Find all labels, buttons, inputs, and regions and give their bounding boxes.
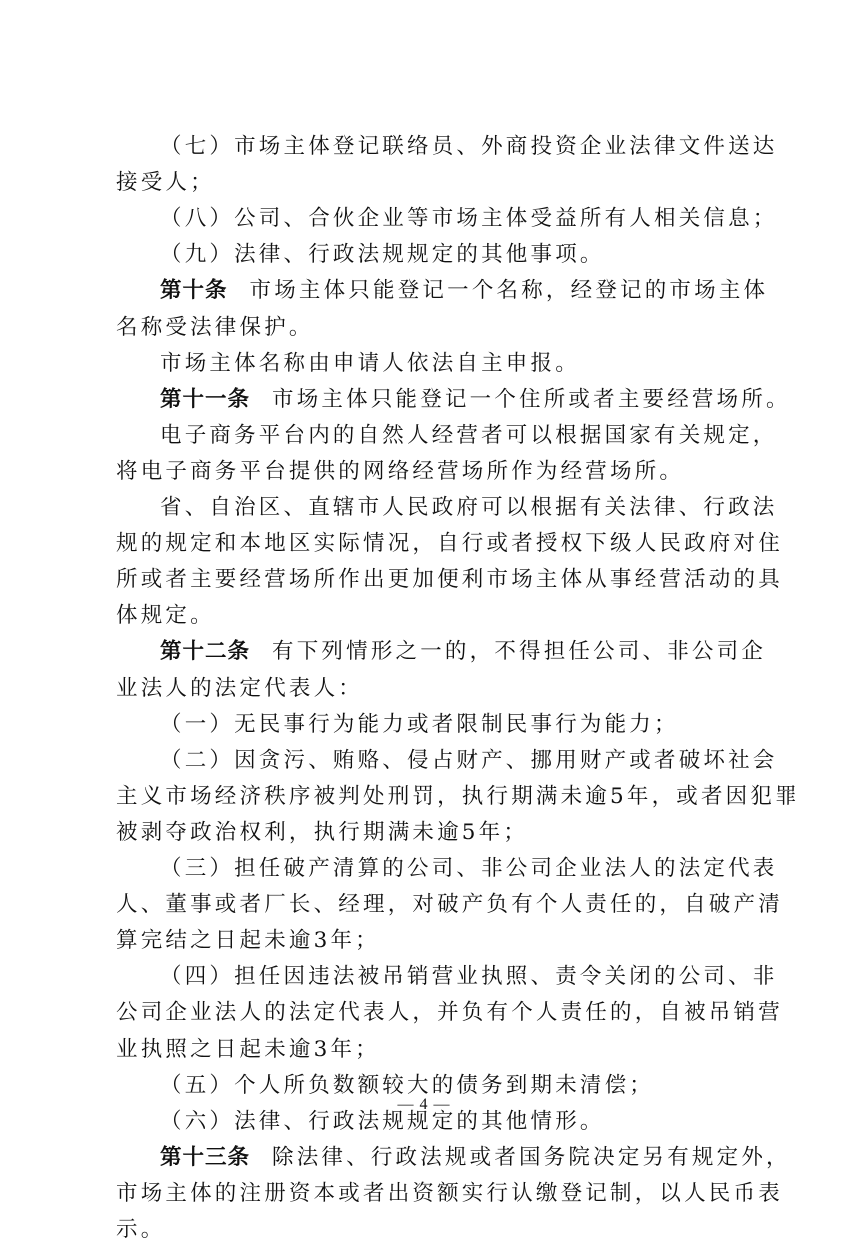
line-text: 有下列情形之一的，不得担任公司、非公司企 — [272, 639, 767, 665]
paragraph-line — [116, 601, 736, 631]
paragraph-line — [116, 313, 736, 343]
paragraph-line — [116, 674, 736, 704]
article-heading-line — [160, 637, 767, 667]
paragraph-line — [116, 457, 736, 487]
line-text: （六）法律、行政法规规定的其他情形。 — [160, 1108, 605, 1134]
line-text: 规的规定和本地区实际情况，自行或者授权下级人民政府对住 — [116, 531, 783, 557]
article-number: 第十一条 — [160, 386, 251, 412]
page-number: — 4 — — [397, 1096, 451, 1113]
paragraph-line — [116, 529, 783, 559]
article-number: 第十条 — [160, 278, 228, 304]
line-text: （三）担任破产清算的公司、非公司企业法人的法定代表 — [160, 856, 778, 881]
line-text: 除法律、行政法规或者国务院决定另有规定外， — [272, 1144, 791, 1170]
line-text: 业执照之日起未逾3年； — [116, 1036, 380, 1062]
paragraph-line — [160, 962, 778, 992]
paragraph-line — [160, 493, 778, 523]
line-text: 示。 — [116, 1217, 166, 1242]
article-heading-line — [160, 276, 769, 306]
paragraph-line — [116, 168, 736, 198]
paragraph-line — [160, 349, 740, 379]
line-text: 市场主体名称由申请人依法自主申报。 — [160, 350, 580, 376]
line-text: 所或者主要经营场所作出更加便利市场主体从事经营活动的具 — [116, 567, 783, 593]
paragraph-line — [116, 565, 783, 595]
line-text: （七）市场主体登记联络员、外商投资企业法律文件送达 — [160, 134, 778, 159]
article-number: 第十二条 — [160, 639, 251, 665]
paragraph-line — [160, 132, 778, 162]
paragraph-line — [116, 1035, 736, 1065]
paragraph-line — [160, 710, 740, 740]
line-text: （九）法律、行政法规规定的其他事项。 — [160, 242, 605, 268]
paragraph-line — [160, 854, 778, 884]
line-text: （四）担任因违法被吊销营业执照、责令关闭的公司、非 — [160, 964, 778, 990]
line-text: 省、自治区、直辖市人民政府可以根据有关法律、行政法 — [160, 495, 778, 520]
paragraph-line — [160, 204, 778, 234]
line-text: 人、董事或者厂长、经理，对破产负有个人责任的，自破产清 — [116, 892, 783, 918]
line-text: 名称受法律保护。 — [116, 314, 314, 340]
line-text: 算完结之日起未逾3年； — [116, 928, 380, 954]
paragraph-line — [116, 926, 736, 956]
line-text: 电子商务平台内的自然人经营者可以根据国家有关规定， — [160, 422, 778, 448]
line-text: 将电子商务平台提供的网络经营场所作为经营场所。 — [116, 458, 685, 484]
paragraph-line — [116, 782, 800, 812]
paragraph-line — [160, 421, 778, 451]
line-text: 市场主体只能登记一个住所或者主要经营场所。 — [272, 386, 791, 412]
paragraph-line — [116, 1179, 783, 1209]
line-text: 体规定。 — [116, 603, 215, 629]
paragraph-line — [160, 240, 740, 270]
line-text: （八）公司、合伙企业等市场主体受益所有人相关信息； — [160, 206, 778, 232]
paragraph-line — [116, 890, 783, 920]
article-heading-line — [160, 1143, 791, 1173]
line-text: 市场主体的注册资本或者出资额实行认缴登记制，以人民币表 — [116, 1180, 783, 1206]
line-text: 公司企业法人的法定代表人，并负有个人责任的，自被吊销营 — [116, 1000, 783, 1026]
line-text: 被剥夺政治权利，执行期满未逾5年； — [116, 819, 529, 845]
article-heading-line — [160, 385, 791, 415]
paragraph-line — [116, 1215, 736, 1245]
line-text: 市场主体只能登记一个名称，经登记的市场主体 — [249, 278, 769, 304]
line-text: 业法人的法定代表人： — [116, 675, 364, 701]
paragraph-line — [116, 998, 783, 1028]
line-text: 接受人； — [116, 170, 215, 196]
line-text: （一）无民事行为能力或者限制民事行为能力； — [160, 711, 679, 737]
article-number: 第十三条 — [160, 1144, 251, 1170]
line-text: （二）因贪污、贿赂、侵占财产、挪用财产或者破坏社会 — [160, 747, 778, 773]
paragraph-line — [116, 818, 736, 848]
line-text: 主义市场经济秩序被判处刑罚，执行期满未逾5年，或者因犯罪 — [116, 783, 800, 809]
paragraph-line — [160, 746, 778, 776]
line-text: （五）个人所负数额较大的债务到期未清偿； — [160, 1072, 655, 1098]
